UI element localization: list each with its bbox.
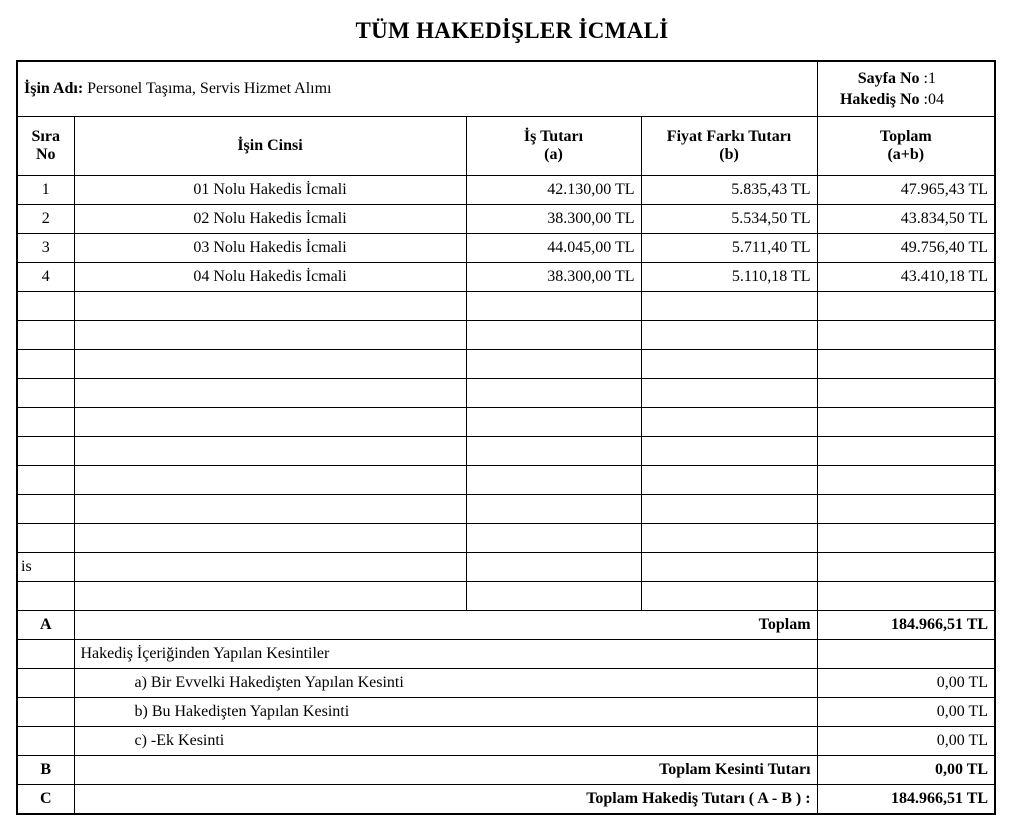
deduction-b-value: 0,00 TL (817, 698, 995, 727)
deduction-c-value: 0,00 TL (817, 727, 995, 756)
header-fiyat-farki: Fiyat Farkı Tutarı (b) (641, 117, 817, 176)
toplam-kesinti-label: Toplam Kesinti Tutarı (74, 756, 817, 785)
row-description: 02 Nolu Hakedis İcmali (74, 205, 466, 234)
job-name-label: İşin Adı: (24, 80, 84, 97)
header-isin-cinsi: İşin Cinsi (74, 117, 466, 176)
deduction-row (17, 698, 995, 727)
header-sira-no: Sıra No (17, 117, 74, 176)
table-row (17, 205, 995, 234)
page-number-label: Sayfa No (857, 70, 920, 87)
empty-row (17, 321, 995, 350)
empty-row (17, 495, 995, 524)
table-row (17, 234, 995, 263)
deduction-a-value: 0,00 TL (817, 669, 995, 698)
row-fiyat-farki: 5.534,50 TL (641, 205, 817, 234)
toplam-hakedis-value: 184.966,51 TL (817, 785, 995, 815)
total-row-a (17, 611, 995, 640)
column-header-row (17, 117, 995, 176)
row-description: 04 Nolu Hakedis İcmali (74, 263, 466, 292)
hakedis-number-value: :04 (923, 91, 944, 108)
row-number: 1 (17, 176, 74, 205)
row-number: 4 (17, 263, 74, 292)
section-a-label: A (17, 611, 74, 640)
section-c-label: C (17, 785, 74, 815)
job-info-row (17, 61, 995, 117)
empty-row (17, 292, 995, 321)
empty-row (17, 524, 995, 553)
deduction-b-label: b) Bu Hakedişten Yapılan Kesinti (74, 698, 817, 727)
header-toplam: Toplam (a+b) (817, 117, 995, 176)
table-row (17, 263, 995, 292)
empty-row (17, 408, 995, 437)
toplam-value: 184.966,51 TL (817, 611, 995, 640)
empty-row (17, 379, 995, 408)
row-description: 03 Nolu Hakedis İcmali (74, 234, 466, 263)
deductions-title: Hakediş İçeriğinden Yapılan Kesintiler (74, 640, 817, 669)
total-row-b (17, 756, 995, 785)
hakedis-number-label: Hakediş No (839, 91, 920, 108)
row-is-tutari: 44.045,00 TL (466, 234, 641, 263)
table-row (17, 176, 995, 205)
row-toplam: 43.410,18 TL (817, 263, 995, 292)
row-fiyat-farki: 5.835,43 TL (641, 176, 817, 205)
row-is-tutari: 38.300,00 TL (466, 263, 641, 292)
empty-row (17, 582, 995, 611)
hakedis-summary-table (16, 60, 996, 815)
row-toplam: 49.756,40 TL (817, 234, 995, 263)
section-b-label: B (17, 756, 74, 785)
stray-text: is (17, 553, 74, 582)
row-fiyat-farki: 5.110,18 TL (641, 263, 817, 292)
empty-row (17, 466, 995, 495)
page-number-value: :1 (923, 70, 936, 87)
row-toplam: 43.834,50 TL (817, 205, 995, 234)
row-fiyat-farki: 5.711,40 TL (641, 234, 817, 263)
empty-row (17, 553, 995, 582)
toplam-hakedis-label: Toplam Hakediş Tutarı ( A - B ) : (74, 785, 817, 815)
empty-row (17, 350, 995, 379)
job-name-cell (17, 61, 817, 117)
document-title: TÜM HAKEDİŞLER İCMALİ (355, 18, 669, 43)
job-name-value: Personel Taşıma, Servis Hizmet Alımı (87, 80, 332, 97)
header-is-tutari: İş Tutarı (a) (466, 117, 641, 176)
deduction-c-label: c) -Ek Kesinti (74, 727, 817, 756)
page-info-cell (817, 61, 995, 117)
row-is-tutari: 38.300,00 TL (466, 205, 641, 234)
toplam-label: Toplam (74, 611, 817, 640)
deductions-header-row (17, 640, 995, 669)
row-number: 3 (17, 234, 74, 263)
row-is-tutari: 42.130,00 TL (466, 176, 641, 205)
total-row-c (17, 785, 995, 815)
row-toplam: 47.965,43 TL (817, 176, 995, 205)
empty-row (17, 437, 995, 466)
page-info (824, 68, 994, 110)
row-description: 01 Nolu Hakedis İcmali (74, 176, 466, 205)
toplam-kesinti-value: 0,00 TL (817, 756, 995, 785)
deduction-row (17, 727, 995, 756)
deduction-row (17, 669, 995, 698)
deduction-a-label: a) Bir Evvelki Hakedişten Yapılan Kesinti (74, 669, 817, 698)
row-number: 2 (17, 205, 74, 234)
